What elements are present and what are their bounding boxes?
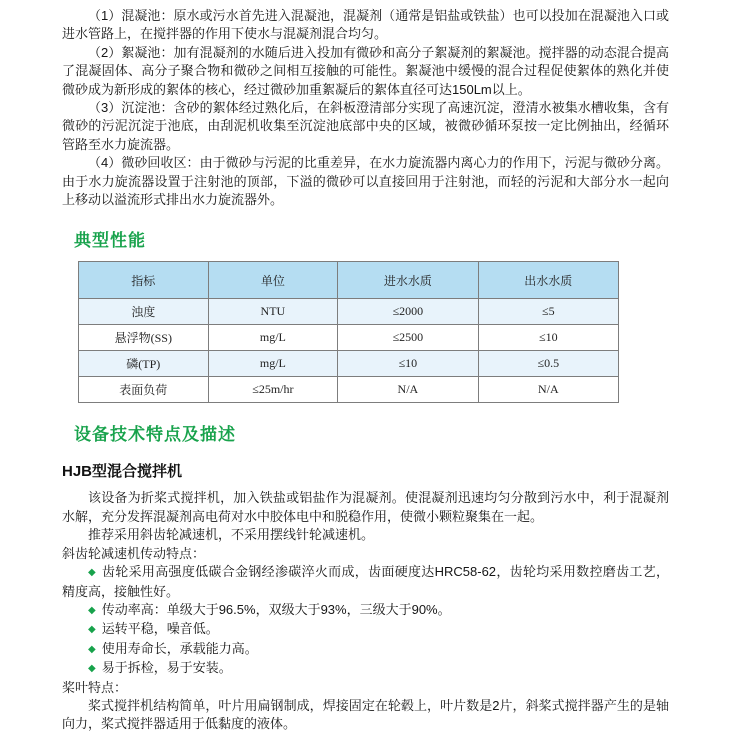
table-header-cell: 单位 xyxy=(208,262,338,299)
table-cell-unit: mg/L xyxy=(208,325,338,351)
feature-bullet xyxy=(62,601,669,620)
table-cell-influent: ≤10 xyxy=(338,351,478,377)
table-cell-effluent: ≤0.5 xyxy=(478,351,618,377)
table-header-cell: 出水水质 xyxy=(478,262,618,299)
bullet-text: 易于拆检，易于安装。 xyxy=(101,660,232,676)
table-header-row xyxy=(79,262,619,299)
section-heading-equipment-features: 设备技术特点及描述 xyxy=(74,425,236,445)
table-row xyxy=(79,377,619,403)
feature-bullet xyxy=(62,620,669,639)
feature-bullet xyxy=(62,563,669,601)
section-heading-typical-performance: 典型性能 xyxy=(74,231,146,251)
feature-paragraphs xyxy=(62,489,669,544)
diamond-bullet-icon: ◆ xyxy=(88,663,96,675)
blade-paragraph: 桨式搅拌机结构简单，叶片用扁钢制成，焊接固定在轮毂上，叶片数是2片，斜桨式搅拌器产生的是轴向力，桨式搅拌器适用于低黏度的液体。 xyxy=(62,697,669,732)
feature-paragraph: 该设备为折桨式搅拌机，加入铁盐或铝盐作为混凝剂。使混凝剂迅速均匀分散到污水中，利于混凝剂水解，充分发挥混凝剂高电荷对水中胶体电中和脱稳作用，使微小颗粒聚集在一起。 xyxy=(62,490,669,524)
table-cell-influent: ≤2000 xyxy=(338,299,478,325)
intro-paragraph: （3）沉淀池：含砂的絮体经过熟化后，在斜板澄清部分实现了高速沉淀，澄清水被集水槽收集，含有微砂的污泥沉淀于池底，由刮泥机收集至沉淀池底部中央的区域，被微砂循环泵按一定比例抽出，经循环管路至水力旋流器。 xyxy=(62,100,669,152)
diamond-bullet-icon: ◆ xyxy=(88,643,96,655)
performance-table-head xyxy=(79,262,619,299)
table-cell-indicator: 表面负荷 xyxy=(79,377,209,403)
intro-paragraph: （2）絮凝池：加有混凝剂的水随后进入投加有微砂和高分子絮凝剂的絮凝池。搅拌器的动态混合提高了混凝固体、高分子聚合物和微砂之间相互接触的可能性。絮凝池中缓慢的混合过程促使絮体的熟化并使微砂成为新形成的絮体的核心，经过微砂加重絮凝后的絮体直径可达150Lm以上。 xyxy=(62,44,669,97)
table-cell-effluent: ≤10 xyxy=(478,325,618,351)
table-cell-unit: mg/L xyxy=(208,351,338,377)
diamond-bullet-icon: ◆ xyxy=(88,604,96,616)
bullet-text: 运转平稳，噪音低。 xyxy=(101,621,219,637)
gear-features-label: 斜齿轮减速机传动特点： xyxy=(62,545,206,561)
table-row xyxy=(79,325,619,351)
table-cell-unit: NTU xyxy=(208,299,338,325)
performance-table-body xyxy=(79,299,619,403)
diamond-bullet-icon: ◆ xyxy=(88,624,96,636)
intro-paragraph: （1）混凝池：原水或污水首先进入混凝池，混凝剂（通常是铝盐或铁盐）也可以投加在混凝池入口或进水管路上，在搅拌器的作用下使水与混凝剂混合均匀。 xyxy=(62,8,669,42)
table-row xyxy=(79,351,619,377)
diamond-bullet-icon: ◆ xyxy=(88,567,96,579)
table-cell-indicator: 磷(TP) xyxy=(79,351,209,377)
feature-bullet xyxy=(62,640,669,659)
bullet-text: 齿轮采用高强度低碳合金钢经渗碳淬火而成，齿面硬度达HRC58-62，齿轮均采用数控磨齿工艺，精度高，接触性好。 xyxy=(62,564,669,599)
table-cell-indicator: 悬浮物(SS) xyxy=(79,325,209,351)
table-header-cell: 指标 xyxy=(79,262,209,299)
performance-table xyxy=(78,261,619,403)
intro-paragraph: （4）微砂回收区：由于微砂与污泥的比重差异，在水力旋流器内离心力的作用下，污泥与微砂分离。由于水力旋流器设置于注射池的顶部，下溢的微砂可以直接回用于注射池，而轻的污泥和大部分水一起向上移动以溢流形式排出水力旋流器外。 xyxy=(62,155,669,208)
table-cell-effluent: ≤5 xyxy=(478,299,618,325)
subheading-hjb-mixer: HJB型混合搅拌机 xyxy=(62,463,183,481)
gear-feature-bullets xyxy=(62,563,669,678)
table-cell-indicator: 浊度 xyxy=(79,299,209,325)
bullet-text: 传动率高：单级大于96.5%，双级大于93%，三级大于90%。 xyxy=(101,601,451,617)
table-row xyxy=(79,299,619,325)
blade-features-label: 桨叶特点： xyxy=(62,679,128,695)
table-cell-influent: N/A xyxy=(338,377,478,403)
feature-paragraph: 推荐采用斜齿轮减速机，不采用摆线针轮减速机。 xyxy=(88,527,375,543)
table-cell-effluent: N/A xyxy=(478,377,618,403)
bullet-text: 使用寿命长，承载能力高。 xyxy=(101,640,258,656)
intro-paragraphs xyxy=(62,7,669,209)
table-header-cell: 进水水质 xyxy=(338,262,478,299)
feature-bullet xyxy=(62,659,669,678)
table-cell-unit: ≤25m/hr xyxy=(208,377,338,403)
table-cell-influent: ≤2500 xyxy=(338,325,478,351)
